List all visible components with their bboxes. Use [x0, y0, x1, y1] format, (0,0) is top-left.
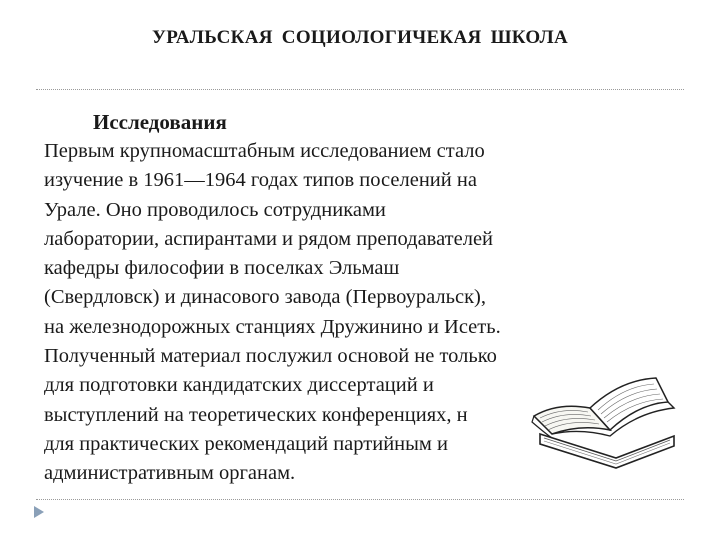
- text-line: выступлений на теоретических конференциях, н: [44, 403, 468, 426]
- text-line: лаборатории, аспирантами и рядом преподавателей: [44, 227, 494, 250]
- text-line: для практических рекомендаций партийным и: [44, 432, 448, 455]
- text-line: на железнодорожных станциях Дружинино и Исеть.: [44, 315, 501, 338]
- text-line: для подготовки кандидатских диссертаций и: [44, 374, 434, 397]
- text-line: (Свердловск) и динасового завода (Первоуральск),: [44, 286, 487, 309]
- section-heading: Исследования: [93, 110, 227, 134]
- text-line: изучение в 1961—1964 годах типов поселений на: [44, 169, 477, 192]
- text-line: Урале. Оно проводилось сотрудниками: [44, 198, 386, 221]
- text-line: административным органам.: [44, 462, 296, 485]
- triangle-right-icon[interactable]: [33, 505, 45, 519]
- top-divider: [36, 89, 684, 90]
- text-line: Первым крупномасштабным исследованием стало: [44, 140, 485, 162]
- text-line: Полученный материал послужил основой не только: [44, 345, 497, 368]
- books-icon: [528, 372, 680, 472]
- slide-title: УРАЛЬСКАЯ СОЦИОЛОГИЧЕКАЯ ШКОЛА: [152, 27, 568, 48]
- bottom-divider: [36, 499, 684, 500]
- text-line: кафедры философии в поселках Эльмаш: [44, 257, 400, 280]
